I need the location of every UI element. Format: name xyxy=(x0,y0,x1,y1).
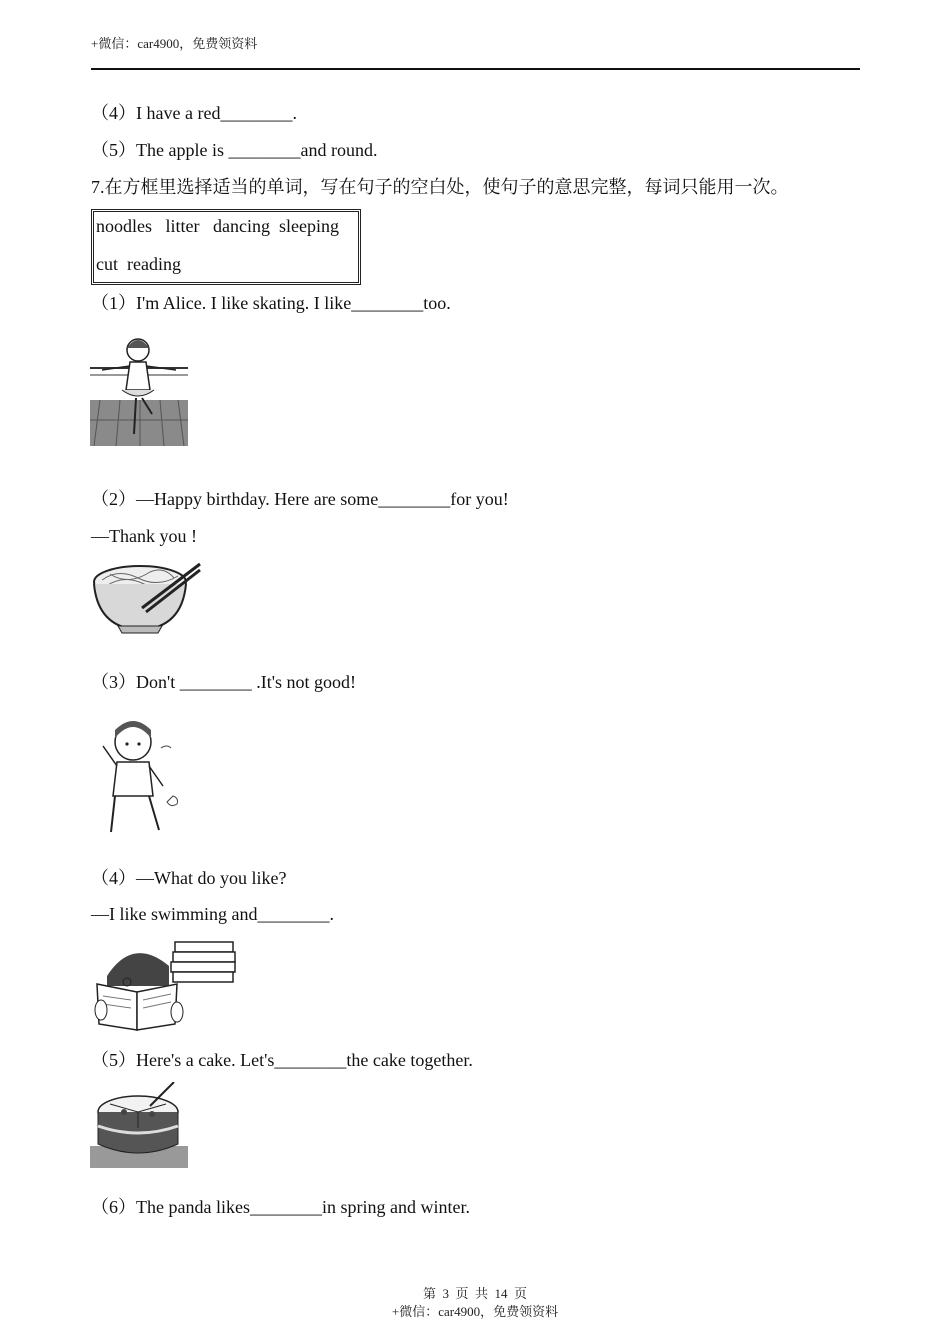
question-5: （5）The apple is ________and round. xyxy=(91,140,378,160)
reading-boy-illustration xyxy=(93,936,237,1032)
word-bank-row-2: cut reading xyxy=(96,254,181,274)
sentence-3: （3）Don't ________ .It's not good! xyxy=(91,672,356,692)
word-bank-row-1: noodles litter dancing sleeping xyxy=(96,216,339,236)
word-bank-box xyxy=(91,209,361,285)
page-header: +微信：car4900，免费领资料 xyxy=(91,36,258,51)
page-number: 第 3 页 共 14 页 xyxy=(422,1286,527,1301)
header-rule xyxy=(91,68,860,70)
sentence-5: （5）Here's a cake. Let's________the cake together. xyxy=(91,1050,473,1070)
cake-illustration xyxy=(90,1082,188,1168)
dancing-girl-illustration xyxy=(90,330,188,446)
sentence-6: （6）The panda likes________in spring and winter. xyxy=(91,1197,470,1217)
littering-boy-illustration xyxy=(89,716,187,836)
sentence-4-reply: —I like swimming and________. xyxy=(91,904,334,924)
sentence-2-reply: —Thank you ! xyxy=(91,526,197,546)
sentence-4: （4）—What do you like? xyxy=(91,868,287,888)
question-4: （4）I have a red________. xyxy=(91,103,297,123)
section-7-instruction: 7.在方框里选择适当的单词，写在句子的空白处，使句子的意思完整，每词只能用一次。 xyxy=(91,177,789,197)
noodle-bowl-illustration xyxy=(88,558,202,634)
sentence-1: （1）I'm Alice. I like skating. I like________too. xyxy=(91,293,451,313)
sentence-2: （2）—Happy birthday. Here are some________for you! xyxy=(91,489,509,509)
page-footer-note: +微信：car4900，免费领资料 xyxy=(391,1304,559,1319)
